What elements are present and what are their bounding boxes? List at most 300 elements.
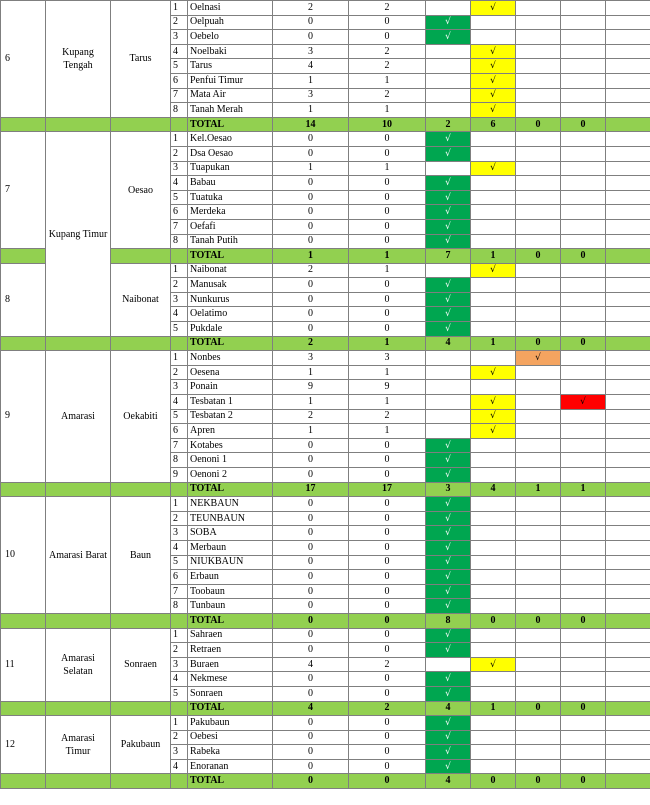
- status-yellow-cell: [471, 686, 516, 701]
- total-row: [1, 482, 650, 497]
- count-b: 0: [349, 453, 426, 468]
- total-spacer: [111, 701, 171, 716]
- status-yellow-cell: [471, 146, 516, 161]
- status-yellow-mark: √: [471, 161, 516, 176]
- status-yellow-cell: [471, 205, 516, 220]
- status-green-cell: [426, 1, 471, 16]
- total-green: 2: [426, 117, 471, 132]
- blank-cell: [606, 30, 650, 45]
- total-spacer: [46, 117, 111, 132]
- status-orange-cell: [516, 219, 561, 234]
- status-orange-cell: [516, 759, 561, 774]
- status-red-cell: [561, 380, 606, 395]
- village-name: Oebelo: [188, 30, 273, 45]
- village-index: 7: [171, 219, 188, 234]
- village-name: Dsa Oesao: [188, 146, 273, 161]
- village-index: 2: [171, 365, 188, 380]
- status-green-mark: √: [426, 526, 471, 541]
- village-index: 6: [171, 73, 188, 88]
- status-green-cell: [426, 380, 471, 395]
- total-green: 4: [426, 774, 471, 789]
- total-label: TOTAL: [188, 774, 273, 789]
- group-number: 12: [1, 716, 46, 774]
- status-yellow-cell: [471, 278, 516, 293]
- village-name: Tuapukan: [188, 161, 273, 176]
- village-name: Retraen: [188, 643, 273, 658]
- village-name: Nunkurus: [188, 292, 273, 307]
- status-yellow-cell: [471, 190, 516, 205]
- blank-cell: [606, 555, 650, 570]
- status-orange-cell: [516, 103, 561, 118]
- total-spacer: [1, 774, 46, 789]
- count-a: 1: [273, 161, 349, 176]
- total-b: 0: [349, 613, 426, 628]
- count-b: 0: [349, 190, 426, 205]
- total-b: 17: [349, 482, 426, 497]
- total-b: 0: [349, 774, 426, 789]
- village-index: 3: [171, 30, 188, 45]
- status-green-mark: √: [426, 190, 471, 205]
- status-green-mark: √: [426, 322, 471, 337]
- status-yellow-mark: √: [471, 365, 516, 380]
- village-index: 4: [171, 672, 188, 687]
- blank-cell: [606, 365, 650, 380]
- blank-cell: [606, 672, 650, 687]
- total-spacer: [171, 336, 188, 351]
- count-b: 0: [349, 511, 426, 526]
- count-b: 0: [349, 672, 426, 687]
- status-orange-cell: [516, 453, 561, 468]
- village-index: 9: [171, 468, 188, 483]
- total-blank: [606, 774, 650, 789]
- status-yellow-cell: [471, 380, 516, 395]
- village-index: 5: [171, 322, 188, 337]
- total-a: 0: [273, 613, 349, 628]
- total-row: [1, 336, 650, 351]
- total-label: TOTAL: [188, 249, 273, 264]
- count-b: 3: [349, 351, 426, 366]
- count-a: 2: [273, 263, 349, 278]
- village-index: 4: [171, 540, 188, 555]
- village-name: Noelbaki: [188, 44, 273, 59]
- status-yellow-cell: [471, 307, 516, 322]
- status-green-cell: [426, 44, 471, 59]
- total-orange: 0: [516, 613, 561, 628]
- status-red-cell: [561, 322, 606, 337]
- total-spacer: [46, 613, 111, 628]
- status-red-cell: [561, 219, 606, 234]
- total-spacer: [171, 482, 188, 497]
- village-index: 7: [171, 584, 188, 599]
- count-a: 0: [273, 672, 349, 687]
- status-orange-cell: [516, 526, 561, 541]
- count-a: 0: [273, 759, 349, 774]
- status-yellow-cell: [471, 234, 516, 249]
- total-red: 1: [561, 482, 606, 497]
- village-name: Nekmese: [188, 672, 273, 687]
- village-name: Oenoni 2: [188, 468, 273, 483]
- status-red-cell: [561, 73, 606, 88]
- village-index: 4: [171, 759, 188, 774]
- village-name: Oelnasi: [188, 1, 273, 16]
- village-index: 5: [171, 59, 188, 74]
- status-green-mark: √: [426, 745, 471, 760]
- count-a: 3: [273, 88, 349, 103]
- total-spacer: [46, 774, 111, 789]
- status-red-cell: [561, 409, 606, 424]
- blank-cell: [606, 570, 650, 585]
- status-yellow-cell: [471, 132, 516, 147]
- status-orange-cell: [516, 599, 561, 614]
- health-center-name: Sonraen: [111, 628, 171, 701]
- status-green-cell: [426, 395, 471, 410]
- status-green-mark: √: [426, 146, 471, 161]
- status-yellow-cell: [471, 30, 516, 45]
- status-orange-cell: [516, 730, 561, 745]
- village-index: 3: [171, 745, 188, 760]
- total-blank: [606, 701, 650, 716]
- status-orange-cell: [516, 307, 561, 322]
- count-b: 0: [349, 15, 426, 30]
- blank-cell: [606, 263, 650, 278]
- count-a: 0: [273, 190, 349, 205]
- total-yellow: 0: [471, 613, 516, 628]
- status-orange-cell: [516, 716, 561, 731]
- status-red-cell: [561, 745, 606, 760]
- status-orange-cell: [516, 365, 561, 380]
- total-a: 1: [273, 249, 349, 264]
- status-red-mark: √: [561, 395, 606, 410]
- status-orange-cell: [516, 745, 561, 760]
- status-red-cell: [561, 292, 606, 307]
- status-orange-cell: [516, 686, 561, 701]
- blank-cell: [606, 190, 650, 205]
- status-green-mark: √: [426, 219, 471, 234]
- total-row: [1, 613, 650, 628]
- status-red-cell: [561, 59, 606, 74]
- total-a: 17: [273, 482, 349, 497]
- status-red-cell: [561, 278, 606, 293]
- total-red: 0: [561, 774, 606, 789]
- count-b: 0: [349, 570, 426, 585]
- blank-cell: [606, 599, 650, 614]
- village-name: Tesbatan 2: [188, 409, 273, 424]
- village-name: Tanah Putih: [188, 234, 273, 249]
- count-b: 0: [349, 146, 426, 161]
- status-red-cell: [561, 628, 606, 643]
- count-b: 0: [349, 322, 426, 337]
- total-red: 0: [561, 613, 606, 628]
- status-orange-cell: [516, 555, 561, 570]
- status-green-cell: [426, 161, 471, 176]
- group-number: 7: [1, 132, 46, 249]
- count-b: 0: [349, 132, 426, 147]
- status-red-cell: [561, 103, 606, 118]
- village-index: 3: [171, 526, 188, 541]
- blank-cell: [606, 643, 650, 658]
- health-center-name: Pakubaun: [111, 716, 171, 774]
- total-a: 14: [273, 117, 349, 132]
- count-a: 0: [273, 30, 349, 45]
- village-name: Erbaun: [188, 570, 273, 585]
- status-green-cell: [426, 73, 471, 88]
- status-yellow-mark: √: [471, 103, 516, 118]
- count-a: 0: [273, 628, 349, 643]
- village-index: 1: [171, 628, 188, 643]
- total-green: 3: [426, 482, 471, 497]
- total-orange: 0: [516, 249, 561, 264]
- health-center-name: Baun: [111, 497, 171, 614]
- kecamatan-name: Kupang Tengah: [46, 1, 111, 118]
- village-name: Tuatuka: [188, 190, 273, 205]
- status-orange-cell: [516, 438, 561, 453]
- status-green-mark: √: [426, 686, 471, 701]
- count-a: 9: [273, 380, 349, 395]
- status-orange-cell: [516, 278, 561, 293]
- status-green-mark: √: [426, 672, 471, 687]
- count-a: 0: [273, 497, 349, 512]
- table-row: [1, 497, 650, 512]
- village-name: Tunbaun: [188, 599, 273, 614]
- status-yellow-cell: [471, 322, 516, 337]
- blank-cell: [606, 205, 650, 220]
- status-green-mark: √: [426, 570, 471, 585]
- blank-cell: [606, 628, 650, 643]
- status-orange-cell: [516, 73, 561, 88]
- total-orange: 0: [516, 117, 561, 132]
- count-b: 2: [349, 657, 426, 672]
- count-b: 1: [349, 424, 426, 439]
- group-number: 11: [1, 628, 46, 701]
- count-b: 2: [349, 59, 426, 74]
- status-green-mark: √: [426, 234, 471, 249]
- blank-cell: [606, 132, 650, 147]
- total-blank: [606, 336, 650, 351]
- blank-cell: [606, 468, 650, 483]
- status-red-cell: [561, 438, 606, 453]
- status-yellow-mark: √: [471, 395, 516, 410]
- status-green-mark: √: [426, 628, 471, 643]
- blank-cell: [606, 73, 650, 88]
- count-a: 0: [273, 322, 349, 337]
- status-yellow-cell: [471, 643, 516, 658]
- blank-cell: [606, 44, 650, 59]
- status-red-cell: [561, 497, 606, 512]
- status-orange-cell: [516, 263, 561, 278]
- village-name: Oesena: [188, 365, 273, 380]
- table-row: [1, 351, 650, 366]
- status-green-mark: √: [426, 716, 471, 731]
- kecamatan-name: Amarasi: [46, 351, 111, 482]
- status-green-mark: √: [426, 468, 471, 483]
- blank-cell: [606, 351, 650, 366]
- count-a: 0: [273, 570, 349, 585]
- total-green: 8: [426, 613, 471, 628]
- status-yellow-cell: [471, 468, 516, 483]
- status-yellow-cell: [471, 497, 516, 512]
- status-green-cell: [426, 424, 471, 439]
- health-center-name: Oesao: [111, 132, 171, 249]
- village-name: Oelatimo: [188, 307, 273, 322]
- total-a: 0: [273, 774, 349, 789]
- status-red-cell: [561, 570, 606, 585]
- status-red-cell: [561, 1, 606, 16]
- total-spacer: [111, 613, 171, 628]
- total-orange: 1: [516, 482, 561, 497]
- count-a: 0: [273, 745, 349, 760]
- blank-cell: [606, 453, 650, 468]
- village-index: 5: [171, 555, 188, 570]
- status-orange-cell: [516, 161, 561, 176]
- status-red-cell: [561, 540, 606, 555]
- village-index: 8: [171, 599, 188, 614]
- status-orange-cell: [516, 132, 561, 147]
- village-name: Merbaun: [188, 540, 273, 555]
- status-red-cell: [561, 307, 606, 322]
- status-green-mark: √: [426, 643, 471, 658]
- group-number: 6: [1, 1, 46, 118]
- total-spacer: [1, 613, 46, 628]
- total-row: [1, 701, 650, 716]
- count-a: 3: [273, 44, 349, 59]
- total-yellow: 1: [471, 249, 516, 264]
- village-index: 6: [171, 424, 188, 439]
- status-red-cell: [561, 657, 606, 672]
- total-spacer: [46, 336, 111, 351]
- status-yellow-cell: [471, 745, 516, 760]
- count-b: 0: [349, 205, 426, 220]
- count-b: 0: [349, 686, 426, 701]
- village-index: 3: [171, 380, 188, 395]
- status-red-cell: [561, 672, 606, 687]
- status-yellow-mark: √: [471, 263, 516, 278]
- village-index: 3: [171, 657, 188, 672]
- village-index: 2: [171, 15, 188, 30]
- count-a: 0: [273, 205, 349, 220]
- status-red-cell: [561, 584, 606, 599]
- count-a: 0: [273, 146, 349, 161]
- total-spacer: [1, 117, 46, 132]
- village-name: Sonraen: [188, 686, 273, 701]
- status-red-cell: [561, 146, 606, 161]
- village-name: Apren: [188, 424, 273, 439]
- count-b: 0: [349, 584, 426, 599]
- village-name: Oelpuah: [188, 15, 273, 30]
- blank-cell: [606, 686, 650, 701]
- status-red-cell: [561, 30, 606, 45]
- total-yellow: 4: [471, 482, 516, 497]
- status-orange-cell: [516, 59, 561, 74]
- blank-cell: [606, 292, 650, 307]
- status-red-cell: [561, 424, 606, 439]
- count-b: 9: [349, 380, 426, 395]
- status-orange-cell: [516, 643, 561, 658]
- village-index: 2: [171, 643, 188, 658]
- total-b: 10: [349, 117, 426, 132]
- total-blank: [606, 249, 650, 264]
- village-index: 5: [171, 409, 188, 424]
- count-a: 0: [273, 540, 349, 555]
- village-index: 4: [171, 176, 188, 191]
- village-index: 4: [171, 44, 188, 59]
- village-name: Pukdale: [188, 322, 273, 337]
- count-a: 0: [273, 438, 349, 453]
- count-a: 0: [273, 278, 349, 293]
- village-index: 7: [171, 438, 188, 453]
- status-red-cell: [561, 453, 606, 468]
- village-name: Enoranan: [188, 759, 273, 774]
- count-b: 0: [349, 730, 426, 745]
- status-orange-cell: [516, 511, 561, 526]
- count-b: 0: [349, 599, 426, 614]
- total-spacer: [46, 482, 111, 497]
- total-red: 0: [561, 701, 606, 716]
- count-a: 0: [273, 15, 349, 30]
- status-yellow-cell: [471, 599, 516, 614]
- count-a: 0: [273, 716, 349, 731]
- village-index: 4: [171, 307, 188, 322]
- status-orange-cell: [516, 497, 561, 512]
- group-number: 8: [1, 263, 46, 336]
- status-orange-cell: [516, 1, 561, 16]
- total-label: TOTAL: [188, 336, 273, 351]
- status-green-cell: [426, 657, 471, 672]
- village-name: NEKBAUN: [188, 497, 273, 512]
- status-orange-cell: [516, 190, 561, 205]
- count-a: 0: [273, 511, 349, 526]
- status-yellow-mark: √: [471, 1, 516, 16]
- status-red-cell: [561, 643, 606, 658]
- blank-cell: [606, 15, 650, 30]
- status-red-cell: [561, 686, 606, 701]
- total-red: 0: [561, 117, 606, 132]
- group-number: 9: [1, 351, 46, 482]
- total-spacer: [111, 336, 171, 351]
- status-green-mark: √: [426, 30, 471, 45]
- count-a: 4: [273, 59, 349, 74]
- status-yellow-mark: √: [471, 44, 516, 59]
- status-green-mark: √: [426, 15, 471, 30]
- total-spacer: [1, 701, 46, 716]
- count-a: 0: [273, 468, 349, 483]
- table-row: [1, 132, 650, 147]
- total-spacer: [171, 701, 188, 716]
- total-a: 4: [273, 701, 349, 716]
- total-orange: 0: [516, 701, 561, 716]
- status-red-cell: [561, 511, 606, 526]
- status-orange-cell: [516, 234, 561, 249]
- count-b: 0: [349, 468, 426, 483]
- status-orange-mark: √: [516, 351, 561, 366]
- status-orange-cell: [516, 44, 561, 59]
- table-row: [1, 1, 650, 16]
- total-green: 4: [426, 701, 471, 716]
- count-a: 0: [273, 526, 349, 541]
- total-blank: [606, 482, 650, 497]
- count-b: 0: [349, 628, 426, 643]
- total-b: 1: [349, 336, 426, 351]
- status-green-mark: √: [426, 278, 471, 293]
- count-b: 1: [349, 161, 426, 176]
- count-b: 0: [349, 30, 426, 45]
- blank-cell: [606, 103, 650, 118]
- status-green-cell: [426, 103, 471, 118]
- blank-cell: [606, 716, 650, 731]
- blank-cell: [606, 307, 650, 322]
- blank-cell: [606, 395, 650, 410]
- status-yellow-cell: [471, 759, 516, 774]
- status-orange-cell: [516, 540, 561, 555]
